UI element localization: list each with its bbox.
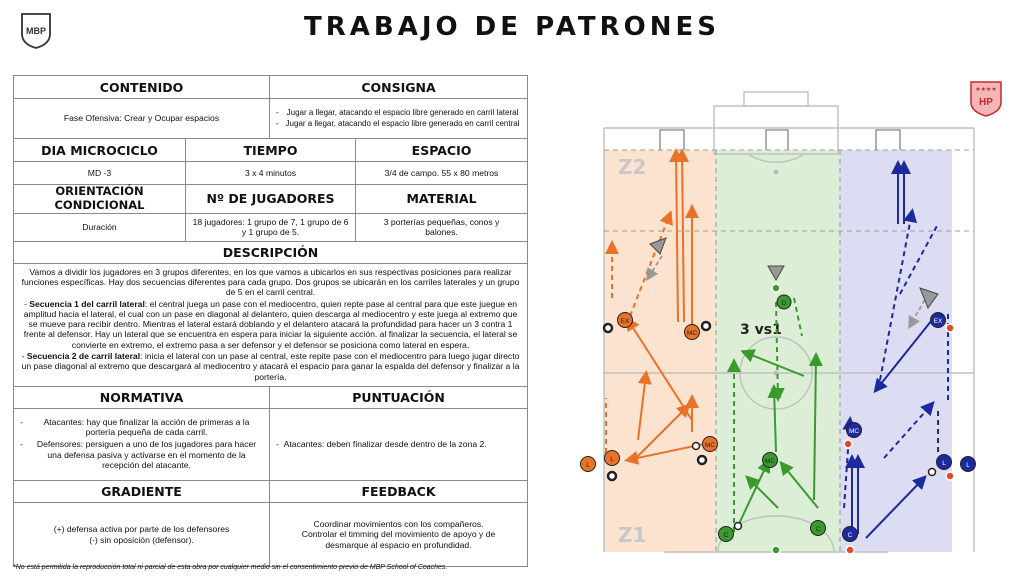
feedback-line: Coordinar movimientos con los compañeros. [313,519,484,530]
tactical-field-diagram [586,88,990,560]
svg-text:L: L [586,462,590,469]
dia-value: MD -3 [14,162,186,185]
gradiente-line: (+) defensa activa por parte de los defensores [53,524,230,535]
badge-text: HP [979,97,993,108]
normativa-list [14,409,270,481]
three-vs-one-label: 3 vs1 [740,322,782,338]
svg-text:EX: EX [620,318,630,325]
svg-text:MC: MC [686,330,698,337]
zone-top-label: Z2 [618,155,647,179]
svg-text:L: L [610,456,614,463]
feedback-value [270,503,528,567]
tiempo-value: 3 x 4 minutos [186,162,356,185]
gradiente-line: (-) sin oposición (defensor). [89,534,194,545]
consigna-item: - Jugar a llegar, atacando el espacio libre generado en carril central [276,119,521,129]
player-l-left-1 [581,457,596,472]
svg-text:C: C [847,532,853,539]
jugadores-header: Nº DE JUGADORES [186,185,356,214]
zone-bottom-label: Z1 [618,523,647,547]
secuencia-1-text: : el central juega un pase con el mediocentro, quien repte pase al central para que este juegue en amplitud hacia el lateral, el cual con un pase en diagonal al delantero, quien descarga al mediocentro y este juega al extremo que se mueve para recibir dentro. Mientras el lateral estará doblando y el delantero atacará la profundidad para hacer un 3 contra 1 frente al defensor. Hay un lateral que se encuentra en espera para iniciar la siguiente acción. al finalizar la secuencia, el lateral se convierte en extremo, el extremo pasa a ser defensor y el defensor se posiciona como lateral en espera. [23,298,518,350]
svg-text:C: C [815,526,821,533]
orientacion-value: Duración [14,213,186,241]
player-mc-right [847,423,862,438]
secuencia-1-title: Secuencia 1 del carril lateral [29,298,145,309]
normativa-item: - Atacantes: hay que finalizar la acción de primeras a la portería pequeña de cada carril. [20,417,263,438]
player-l-left-2 [605,451,620,466]
lane-right [840,150,952,552]
player-l-right-1 [937,455,952,470]
player-c-right [843,527,858,542]
tiempo-header: TIEMPO [186,139,356,162]
gradiente-value [14,503,270,567]
normativa-header: NORMATIVA [14,387,270,409]
material-value: 3 porterías pequeñas, conos y balones. [356,213,528,241]
jugadores-value: 18 jugadores: 1 grupo de 7, 1 grupo de 6 y 1 grupo de 5. [186,213,356,241]
contenido-value: Fase Ofensiva: Crear y Ocupar espacios [14,99,270,139]
svg-text:MC: MC [764,458,776,465]
page-title: TRABAJO DE PATRONES [304,12,720,42]
svg-text:C: C [723,532,729,539]
puntuacion-header: PUNTUACIÓN [270,387,528,409]
player-c-center-2 [811,521,826,536]
gradiente-header: GRADIENTE [14,481,270,503]
svg-text:EX: EX [933,318,943,325]
secuencia-2-text: : inicia el lateral con un pase al central, este repite pase con el mediocentro para luego jugar directo un pase diagonal al extremo que descargará al mediocentro y atacará el espacio para ganar la espalda del defensor y finalizar a la portería. [21,351,520,382]
feedback-line: Controlar el timming del movimiento de apoyo y de desmarque al espacio en profundidad. [301,529,496,550]
descripcion-body: Vamos a dividir los jugadores en 3 grupos diferentes, en los que vamos a ubicarlos en sus respectivas posiciones para realizar funciones específicas. Hay dos secuencias diferentes para cada grupo. Dos grupos se ubicarán en los carriles laterales y un grupo de 5 en el carril central. - Secuencia 1 del carril lateral: el central juega un pase con el mediocentro, quien repte pase al central para que este juegue en amplitud hacia el lateral, el cual con un pase en diagonal al delantero, quien descarga al mediocentro y este juega al extremo que se mueve para recibir dentro. Mientras el lateral estará doblando y el delantero atacará la profundidad para hacer un 3 contra 1 frente al defensor. Hay un lateral que se encuentra en espera para iniciar la siguiente acción. al finalizar la secuencia, el lateral se convierte en extremo, el extremo pasa a ser defensor y el defensor se posiciona como lateral en espera. - Secuencia 2 de carril lateral: inicia el lateral con un pase al central, este repite pase con el mediocentro para luego jugar directo un pase diagonal al extremo que descargará al mediocentro y atacará el espacio para ganar la espalda del defensor y finalizar a la portería. [14,263,528,386]
player-mc-left-bottom [703,437,718,452]
espacio-header: ESPACIO [356,139,528,162]
badge-stars: ★★★★ [975,86,997,93]
secuencia-2-title: Secuencia 2 de carril lateral [26,351,141,362]
player-ex-right [931,313,946,328]
player-mc-center [763,453,778,468]
material-header: MATERIAL [356,185,528,214]
puntuacion-value: - Atacantes: deben finalizar desde dentro de la zona 2. [270,409,528,481]
logo-text: MBP [26,26,46,36]
svg-text:D: D [781,300,787,307]
player-c-center-1 [719,527,734,542]
feedback-header: FEEDBACK [270,481,528,503]
consigna-list [270,99,528,139]
copyright-note: *No está permitida la reproducción total ni parcial de esta obra por cualquier medio sin el consentimiento previo de MBP School of Coaches. [13,564,448,571]
descripcion-header: DESCRIPCIÓN [14,241,528,263]
player-mc-left-top [685,325,700,340]
normativa-item: - Defensores: persiguen a uno de los jugadores para hacer una defensa pasiva y activarse en el momento de la recepción del atacante. [20,439,263,470]
descripcion-intro: Vamos a dividir los jugadores en 3 grupos diferentes, en los que vamos a ubicarlos en sus respectivas posiciones para realizar funciones específicas. Hay dos secuencias diferentes para cada grupo. Dos grupos se ubicarán en los carriles laterales y un grupo de 5 en el carril central. [21,266,520,298]
orientacion-header: ORIENTACIÓN CONDICIONAL [14,185,186,214]
player-d-center [777,295,791,309]
svg-text:MC: MC [848,428,860,435]
consigna-header: CONSIGNA [270,76,528,99]
contenido-header: CONTENIDO [14,76,270,99]
lane-left [604,150,716,552]
espacio-value: 3/4 de campo. 55 x 80 metros [356,162,528,185]
puntuacion-text: Atacantes: deben finalizar desde dentro de la zona 2. [283,439,487,450]
player-ex-left [618,313,633,328]
small-goals [660,130,900,150]
player-l-right-2 [961,457,976,472]
svg-text:L: L [942,460,946,467]
consigna-item: - Jugar a llegar, atacando el espacio libre generado en carril lateral [276,108,521,118]
session-table [13,75,528,567]
svg-text:L: L [966,462,970,469]
svg-text:MC: MC [704,442,716,449]
dia-header: DIA MICROCICLO [14,139,186,162]
